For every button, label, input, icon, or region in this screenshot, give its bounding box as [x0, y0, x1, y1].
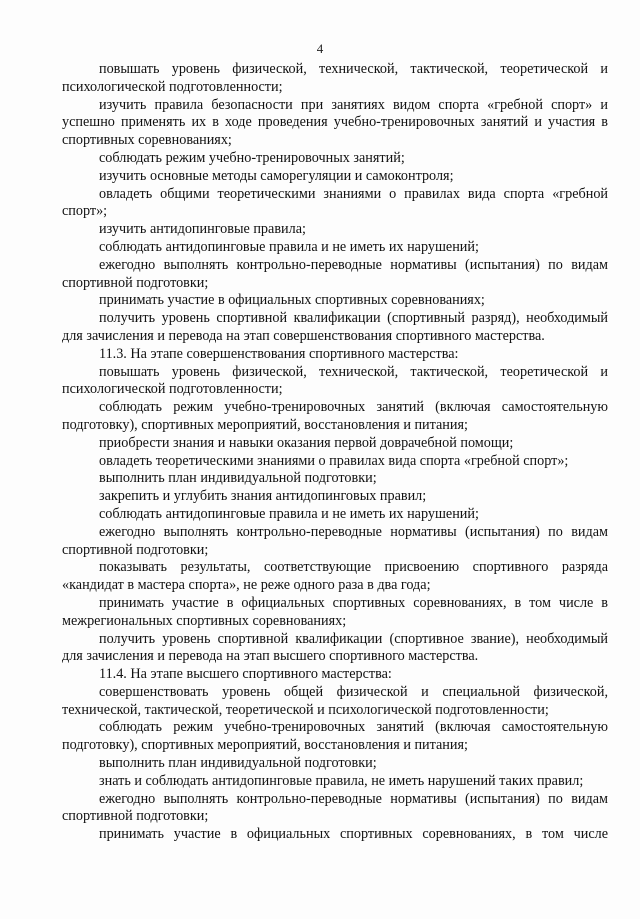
paragraph: повышать уровень физической, технической, тактической, теоретической и психологической подготовленности;	[62, 61, 608, 95]
paragraph: выполнить план индивидуальной подготовки;	[99, 470, 377, 487]
paragraph: соблюдать режим учебно-тренировочных занятий (включая самостоятельную подготовку), спортивных мероприятий, восстановления и питания;	[62, 719, 608, 754]
paragraph: соблюдать режим учебно-тренировочных занятий;	[99, 149, 405, 166]
paragraph: изучить антидопинговые правила;	[99, 221, 306, 238]
paragraph: ежегодно выполнять контрольно-переводные нормативы (испытания) по видам спортивной подготовки;	[62, 790, 608, 825]
paragraph: соблюдать антидопинговые правила и не иметь их нарушений;	[99, 505, 479, 522]
paragraph: принимать участие в официальных спортивных соревнованиях, в том числе	[99, 826, 608, 843]
paragraph: принимать участие в официальных спортивных соревнованиях, в том числе в межрегиональных спортивных соревнованиях;	[62, 594, 608, 629]
section-heading: 11.3. На этапе совершенствования спортивного мастерства:	[99, 345, 459, 362]
paragraph: повышать уровень физической, технической, тактической, теоретической и психологической подготовленности;	[62, 363, 608, 398]
paragraph: получить уровень спортивной квалификации (спортивное звание), необходимый для зачисления и перевода на этап высшего спортивного мастерства.	[62, 630, 608, 665]
paragraph: совершенствовать уровень общей физической и специальной физической, технической, тактической, теоретической и психологической подготовленности;	[62, 683, 608, 718]
paragraph: закрепить и углубить знания антидопинговых правил;	[99, 488, 427, 505]
paragraph: получить уровень спортивной квалификации (спортивный разряд), необходимый для зачисления и перевода на этап совершенствования спортивного мастерства.	[62, 310, 608, 344]
paragraph: овладеть теоретическими знаниями о правилах вида спорта «гребной спорт»;	[99, 452, 569, 469]
paragraph: приобрести знания и навыки оказания первой доврачебной помощи;	[99, 434, 514, 451]
paragraph: ежегодно выполнять контрольно-переводные нормативы (испытания) по видам спортивной подготовки;	[62, 523, 608, 558]
paragraph: ежегодно выполнять контрольно-переводные нормативы (испытания) по видам спортивной подготовки;	[62, 256, 608, 291]
paragraph: соблюдать антидопинговые правила и не иметь их нарушений;	[99, 238, 479, 255]
paragraph: овладеть общими теоретическими знаниями о правилах вида спорта «гребной спорт»;	[62, 185, 608, 220]
paragraph: выполнить план индивидуальной подготовки;	[99, 755, 377, 772]
paragraph: знать и соблюдать антидопинговые правила, не иметь нарушений таких правил;	[99, 772, 584, 789]
document-body	[62, 61, 608, 844]
paragraph: показывать результаты, соответствующие присвоению спортивного разряда «кандидат в мастера спорта», не реже одного раза в два года;	[62, 559, 608, 594]
paragraph: принимать участие в официальных спортивных соревнованиях;	[99, 292, 485, 309]
page-number: 4	[316, 41, 324, 56]
paragraph: изучить правила безопасности при занятиях видом спорта «гребной спорт» и успешно применять их в ходе проведения учебно-тренировочных занятий и участия в спортивных соревнованиях;	[62, 96, 608, 149]
section-heading: 11.4. На этапе высшего спортивного мастерства:	[99, 666, 392, 683]
paragraph: соблюдать режим учебно-тренировочных занятий (включая самостоятельную подготовку), спортивных мероприятий, восстановления и питания;	[62, 399, 608, 433]
paragraph: изучить основные методы саморегуляции и самоконтроля;	[99, 167, 454, 184]
